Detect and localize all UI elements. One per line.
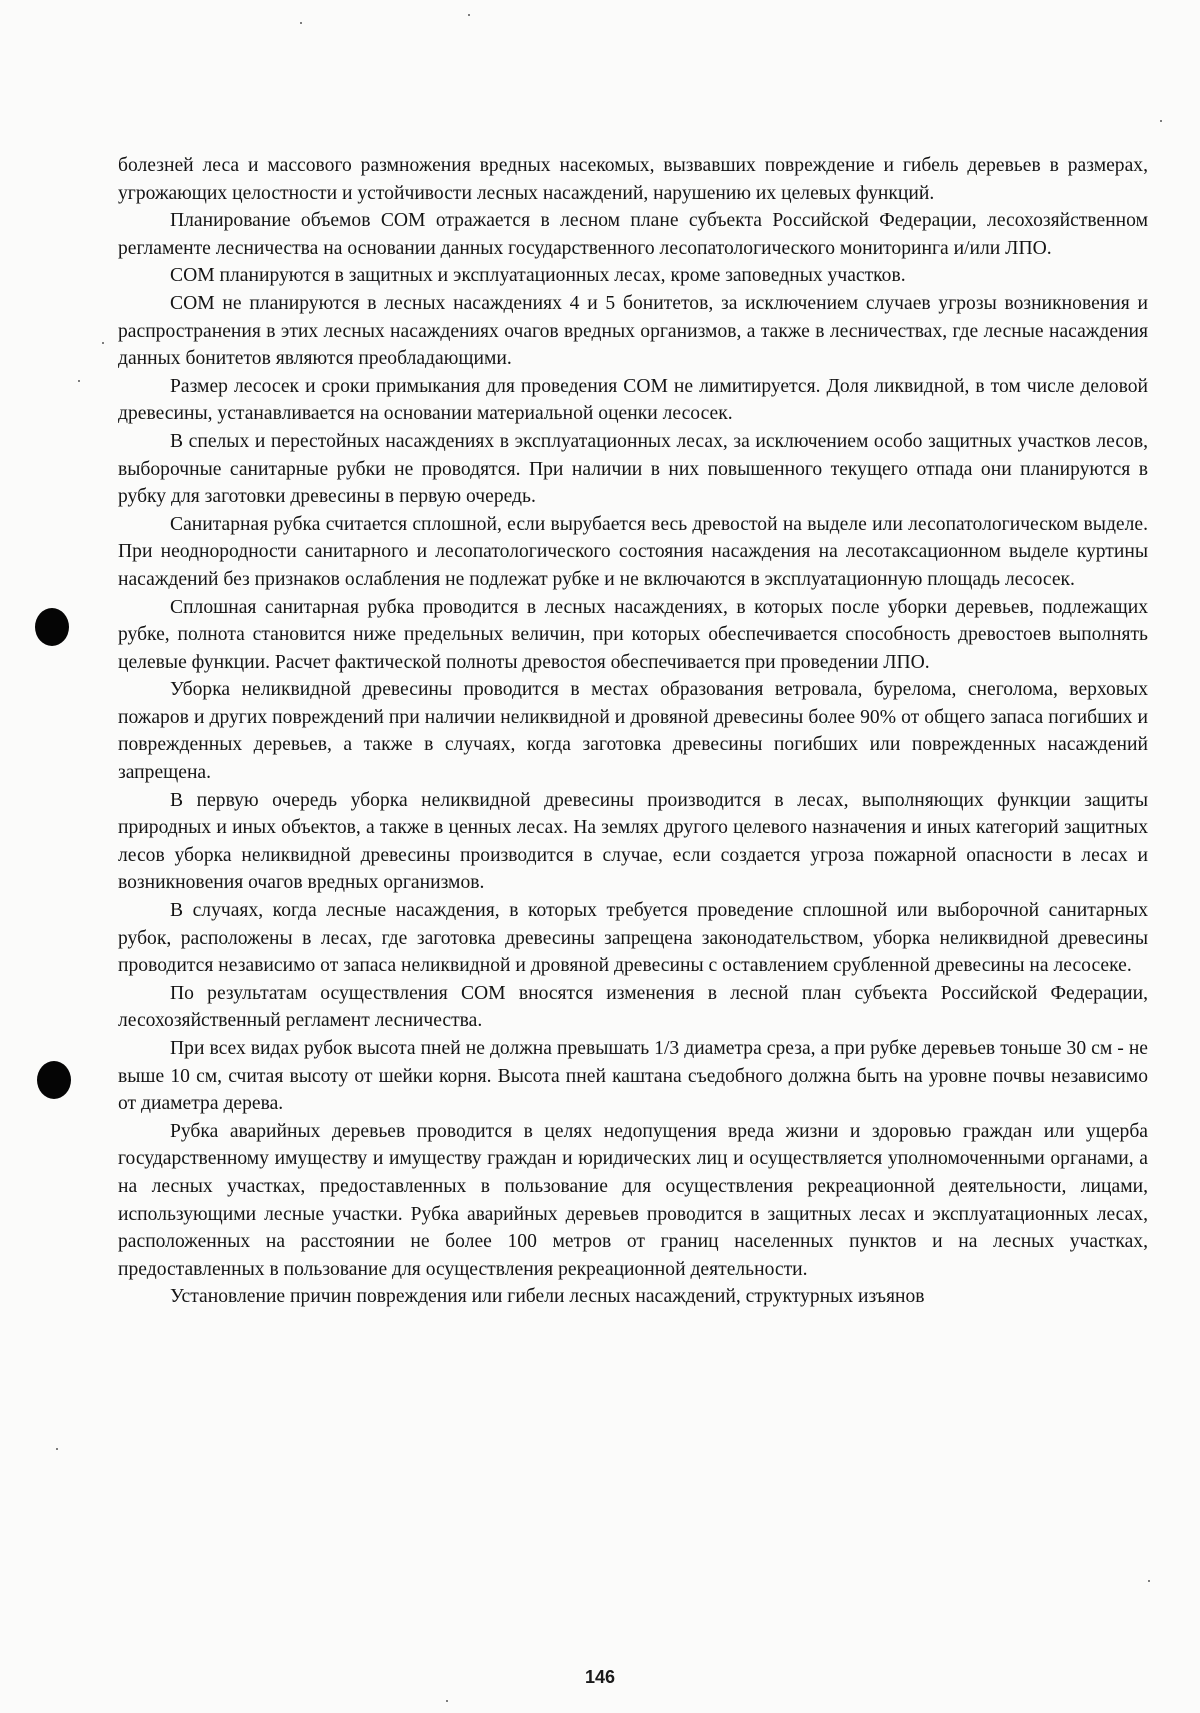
body-text: [118, 152, 1148, 1311]
paragraph: Планирование объемов СОМ отражается в лесном плане субъекта Российской Федерации, лесохозяйственном регламенте лесничества на основании данных государственного лесопатологического мониторинга и/или ЛПО.: [118, 210, 1148, 259]
punch-hole: [35, 608, 69, 646]
paragraph: Уборка неликвидной древесины проводится в местах образования ветровала, бурелома, снеголома, верховых пожаров и других повреждений при наличии неликвидной и дровяной древесины более 90% от общего запаса погибших и поврежденных деревьев, а также в случаях, когда заготовка древесины погибших или поврежденных насаждений запрещена.: [118, 679, 1148, 784]
paragraph: При всех видах рубок высота пней не должна превышать 1/3 диаметра среза, а при рубке деревьев тоньше 30 см - не выше 10 см, считая высоту от шейки корня. Высота пней каштана съедобного должна быть на уровне почвы независимо от диаметра дерева.: [118, 1038, 1148, 1115]
scan-speck: [1160, 120, 1162, 122]
paragraph: В спелых и перестойных насаждениях в эксплуатационных лесах, за исключением особо защитных участков лесов, выборочные санитарные рубки не проводятся. При наличии в них повышенного текущего отпада они планируются в рубку для заготовки древесины в первую очередь.: [118, 430, 1148, 508]
paragraph: Санитарная рубка считается сплошной, если вырубается весь древостой на выделе или лесопатологическом выделе. При неоднородности санитарного и лесопатологического состояния насаждения на лесотаксационном выделе куртины насаждений без признаков ослабления не подлежат рубке и не включаются в эксплуатационную площадь лесосек.: [118, 513, 1148, 590]
paragraph: По результатам осуществления СОМ вносятся изменения в лесной план субъекта Российской Федерации, лесохозяйственный регламент лесничества.: [118, 982, 1148, 1032]
scan-speck: [56, 1448, 58, 1450]
scan-speck: [1148, 1580, 1150, 1582]
paragraph: В первую очередь уборка неликвидной древесины производится в лесах, выполняющих функции защиты природных и иных объектов, а также в ценных лесах. На землях другого целевого назначения и иных категорий защитных лесов уборка неликвидной древесины производится в случае, если создается угроза пожарной опасности в лесах и возникновения очагов вредных организмов.: [118, 789, 1148, 894]
scan-speck: [446, 1700, 448, 1702]
punch-hole: [37, 1061, 71, 1099]
scan-speck: [468, 14, 470, 16]
scan-speck: [78, 380, 80, 382]
scan-speck: [102, 342, 104, 344]
paragraph: Установление причин повреждения или гибели лесных насаждений, структурных изъянов: [170, 1286, 925, 1308]
paragraph: СОМ не планируются в лесных насаждениях 4 и 5 бонитетов, за исключением случаев угрозы возникновения и распространения в этих лесных насаждениях очагов вредных организмов, а также в лесничествах, где лесные насаждения данных бонитетов являются преобладающими.: [118, 292, 1148, 370]
scan-speck: [300, 22, 302, 24]
paragraph: Размер лесосек и сроки примыкания для проведения СОМ не лимитируется. Доля ликвидной, в том числе деловой древесины, устанавливается на основании материальной оценки лесосек.: [118, 375, 1148, 425]
page-number: 146: [584, 1667, 616, 1687]
paragraph: Сплошная санитарная рубка проводится в лесных насаждениях, в которых после уборки деревьев, подлежащих рубке, полнота становится ниже предельных величин, при которых обеспечивается способность древостоев выполнять целевые функции. Расчет фактической полноты древостоя обеспечивается при проведении ЛПО.: [118, 596, 1148, 673]
paragraph: болезней леса и массового размножения вредных насекомых, вызвавших повреждение и гибель деревьев в размерах, угрожающих целостности и устойчивости лесных насаждений, нарушению их целевых функций.: [118, 155, 1148, 204]
paragraph: Рубка аварийных деревьев проводится в целях недопущения вреда жизни и здоровью граждан или ущерба государственному имуществу и имуществу граждан и юридических лиц и осуществляется уполномоченными органами, а на лесных участках, предоставленных в пользование для осуществления рекреационной деятельности, лицами, использующими лесные участки. Рубка аварийных деревьев проводится в защитных лесах и эксплуатационных лесах, расположенных на расстоянии не более 100 метров от границ населенных пунктов и на лесных участках, предоставленных в пользование для осуществления рекреационной деятельности.: [118, 1120, 1148, 1280]
paragraph: В случаях, когда лесные насаждения, в которых требуется проведение сплошной или выборочной санитарных рубок, расположены в лесах, где заготовка древесины запрещена законодательством, уборка неликвидной древесины проводится независимо от запаса неликвидной и дровяной древесины с оставлением срубленной древесины на лесосеке.: [118, 900, 1148, 977]
paragraph: СОМ планируются в защитных и эксплуатационных лесах, кроме заповедных участков.: [170, 265, 906, 287]
